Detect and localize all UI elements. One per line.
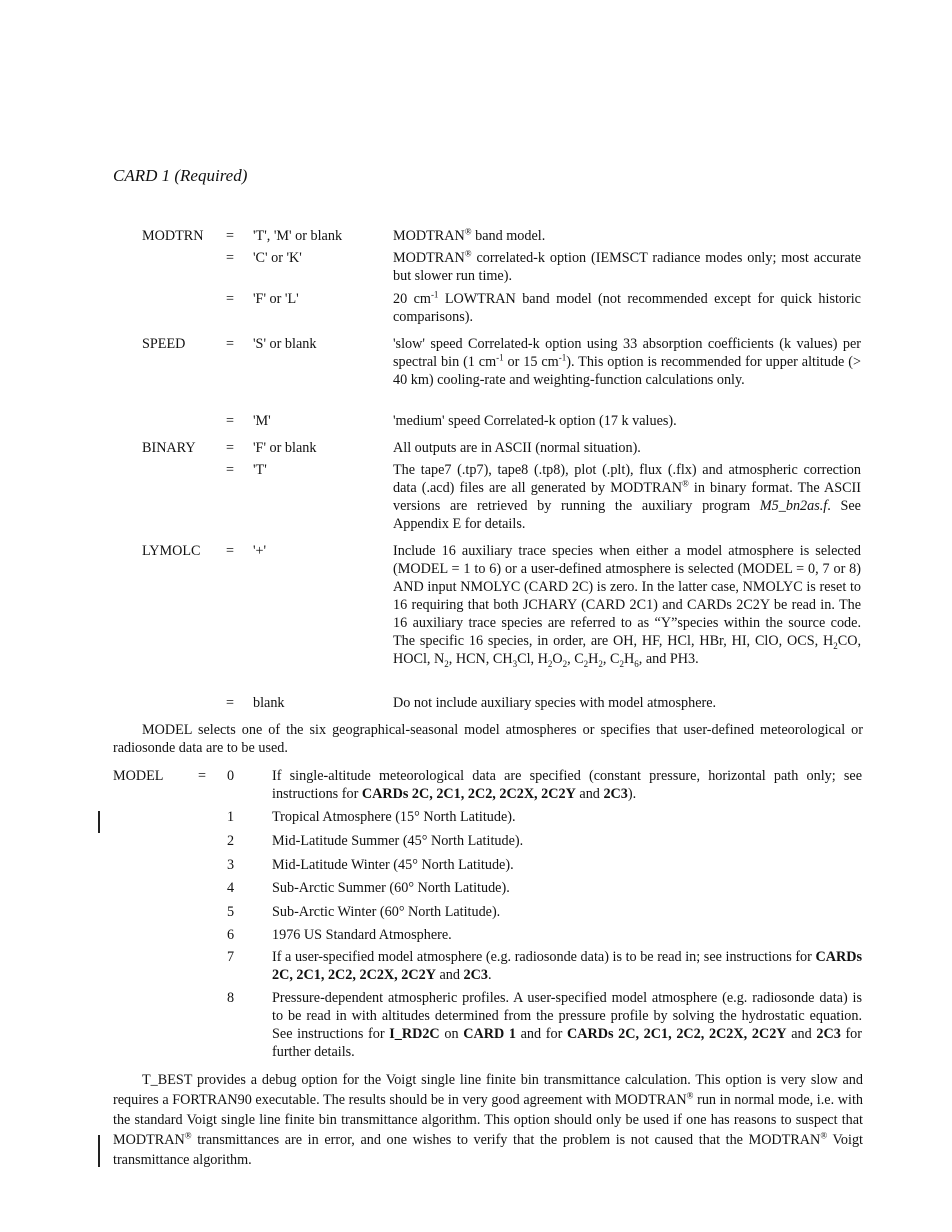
model-option-description: Sub-Arctic Winter (60° North Latitude). xyxy=(272,904,501,920)
param-description: MODTRAN® correlated-k option (IEMSCT radiance modes only; most accurate but slower run time). xyxy=(393,248,861,284)
equals-sign: = xyxy=(198,768,207,784)
param-value: 'F' or 'L' xyxy=(253,291,299,307)
param-description: MODTRAN® band model. xyxy=(393,226,546,244)
model-option-description: Mid-Latitude Winter (45° North Latitude). xyxy=(272,857,514,873)
equals-sign: = xyxy=(226,695,235,711)
model-option-description: Tropical Atmosphere (15° North Latitude). xyxy=(272,809,516,825)
param-description: Do not include auxiliary species with model atmosphere. xyxy=(393,695,717,711)
param-label-binary: BINARY xyxy=(142,440,196,456)
param-description: 20 $cm^{-1}$ LOWTRAN band model (not recommended except for quick historic comparisons). xyxy=(393,289,861,325)
param-value: 'S' or blank xyxy=(253,336,317,352)
equals-sign: = xyxy=(226,228,235,244)
model-option-description: Mid-Latitude Summer (45° North Latitude). xyxy=(272,833,524,849)
model-option-number: 5 xyxy=(227,904,235,920)
equals-sign: = xyxy=(226,440,235,456)
equals-sign: = xyxy=(226,543,235,559)
param-label-modtrn: MODTRN xyxy=(142,228,204,244)
param-description: 'medium' speed Correlated-k option (17 k values). xyxy=(393,413,677,429)
param-description: Include 16 auxiliary trace species when either a model atmosphere is selected (MODEL = 1 to 6) or a user-defined atmosphere is selected (MODEL = 0, 7 or 8) AND input NMOLYC (CARD 2C) is zero. In the latter case, NMOLYC is reset to 16 requiring that both JCHARY (CARD 2C1) and CARDs 2C2Y be read in. The 16 auxiliary trace species are referred to as “Y”species within the source code. The specific 16 species, in order, are OH, HF, HCl, HBr, HI, ClO, OCS, $H_2CO$, HOCl, $N_2$, HCN, $CH_3Cl$, $H_2O_2$, $C_2H_2$, $C_2H_6$, and PH3. xyxy=(393,543,861,669)
equals-sign: = xyxy=(226,413,235,429)
tbest-paragraph: T_BEST provides a debug option for the Voigt single line finite bin transmittance calculation. This option is very slow and requires a FORTRAN90 executable. The results should be in very good agreement with MODTRAN® run in normal mode, i.e. with the standard Voigt single line finite bin transmittance algorithm. This option should only be used if one has reasons to suspect that MODTRAN® transmittances are in error, and one wishes to verify that the problem is not caused that the MODTRAN® Voigt transmittance algorithm. xyxy=(113,1072,863,1168)
param-value: 'M' xyxy=(253,413,271,429)
model-option-number: 4 xyxy=(227,880,235,896)
equals-sign: = xyxy=(226,462,235,478)
param-value: 'T' xyxy=(253,462,267,478)
change-bar xyxy=(98,811,100,833)
equals-sign: = xyxy=(226,291,235,307)
model-option-number: 6 xyxy=(227,927,235,943)
model-option-description: 1976 US Standard Atmosphere. xyxy=(272,927,452,943)
param-description: 'slow' speed Correlated-k option using 33 absorption coefficients (k values) per spectral bin (1 $cm^{-1}$ or 15 $cm^{-1}$). This option is recommended for upper altitude (> 40 km) cooling-rate and weighting-function calculations only. xyxy=(393,336,861,388)
model-intro-paragraph: MODEL selects one of the six geographical-seasonal model atmospheres or specifies that user-defined meteorological or radiosonde data are to be used. xyxy=(113,722,863,756)
model-option-number: 8 xyxy=(227,990,235,1006)
model-option-number: 2 xyxy=(227,833,235,849)
equals-sign: = xyxy=(226,336,235,352)
param-value: 'C' or 'K' xyxy=(253,250,302,266)
param-value: '+' xyxy=(253,543,267,559)
param-value: 'T', 'M' or blank xyxy=(253,228,343,244)
model-option-number: 3 xyxy=(227,857,235,873)
model-option-description: Sub-Arctic Summer (60° North Latitude). xyxy=(272,880,510,896)
equals-sign: = xyxy=(226,250,235,266)
param-description: All outputs are in ASCII (normal situation). xyxy=(393,440,641,456)
model-option-description: If a user-specified model atmosphere (e.g. radiosonde data) is to be read in; see instructions for CARDs 2C, 2C1, 2C2, 2C2X, 2C2Y and 2C3. xyxy=(272,949,862,983)
change-bar xyxy=(98,1135,100,1167)
model-option-number: 7 xyxy=(227,949,235,965)
model-option-description: Pressure-dependent atmospheric profiles. A user-specified model atmosphere (e.g. radiosonde data) is to be read in with altitudes determined from the pressure profile by solving the hydrostatic equation. See instructions for I_RD2C on CARD 1 and for CARDs 2C, 2C1, 2C2, 2C2X, 2C2Y and 2C3 for further details. xyxy=(272,990,863,1060)
param-label-speed: SPEED xyxy=(142,336,186,352)
param-value: 'F' or blank xyxy=(253,440,317,456)
param-label-lymolc: LYMOLC xyxy=(142,543,201,559)
model-option-description: If single-altitude meteorological data are specified (constant pressure, horizontal path only; see instructions for CARDs 2C, 2C1, 2C2, 2C2X, 2C2Y and 2C3). xyxy=(272,768,862,802)
model-option-number: 0 xyxy=(227,768,235,784)
param-value: blank xyxy=(253,695,285,711)
card-heading: CARD 1 (Required) xyxy=(113,166,248,185)
param-label-model: MODEL xyxy=(113,768,164,784)
param-description: The tape7 (.tp7), tape8 (.tp8), plot (.plt), flux (.flx) and atmospheric correction data (.acd) files are all generated by MODTRAN® in binary format. The ASCII versions are retrieved by running the auxiliary program M5_bn2as.f. See Appendix E for details. xyxy=(393,462,861,532)
model-option-number: 1 xyxy=(227,809,235,825)
